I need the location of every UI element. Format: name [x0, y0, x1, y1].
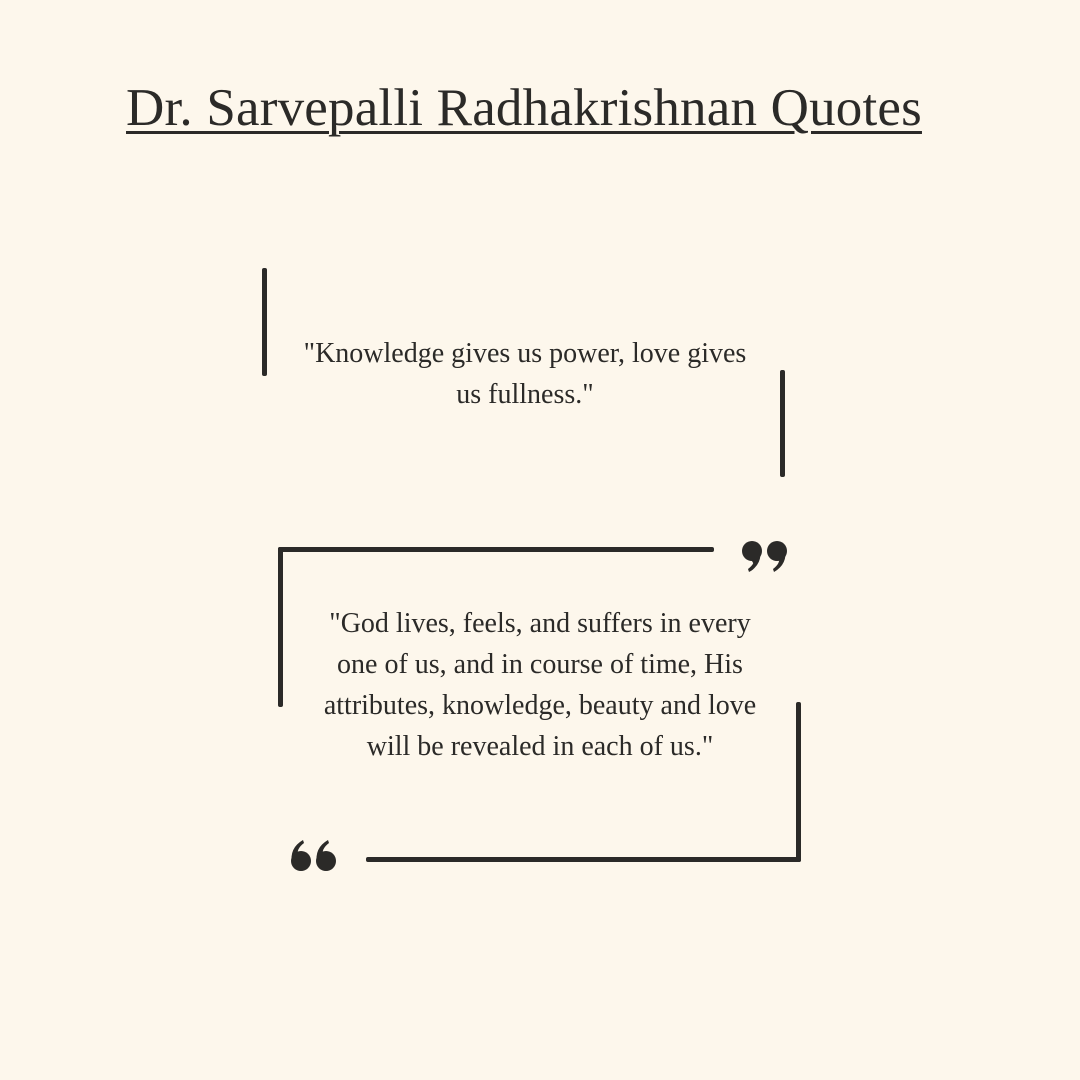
page-title: Dr. Sarvepalli Radhakrishnan Quotes — [126, 79, 922, 137]
quote-2-frame-bottom-bar — [366, 857, 801, 862]
quote-1-frame-left-bar — [262, 268, 267, 376]
closing-quote-icon — [740, 538, 792, 574]
quote-2-text: "God lives, feels, and suffers in every one of us, and in course of time, His attributes, knowledge, beauty and love will be revealed in each of us." — [323, 608, 757, 762]
quote-2-frame-top-bar — [278, 547, 714, 552]
quote-1-frame-right-bar — [780, 370, 785, 477]
opening-quote-icon — [288, 838, 340, 874]
quote-2-frame-left-bar — [278, 547, 283, 707]
quote-1-text: "Knowledge gives us power, love gives us fullness." — [303, 338, 747, 410]
quote-2-frame-right-bar — [796, 702, 801, 862]
